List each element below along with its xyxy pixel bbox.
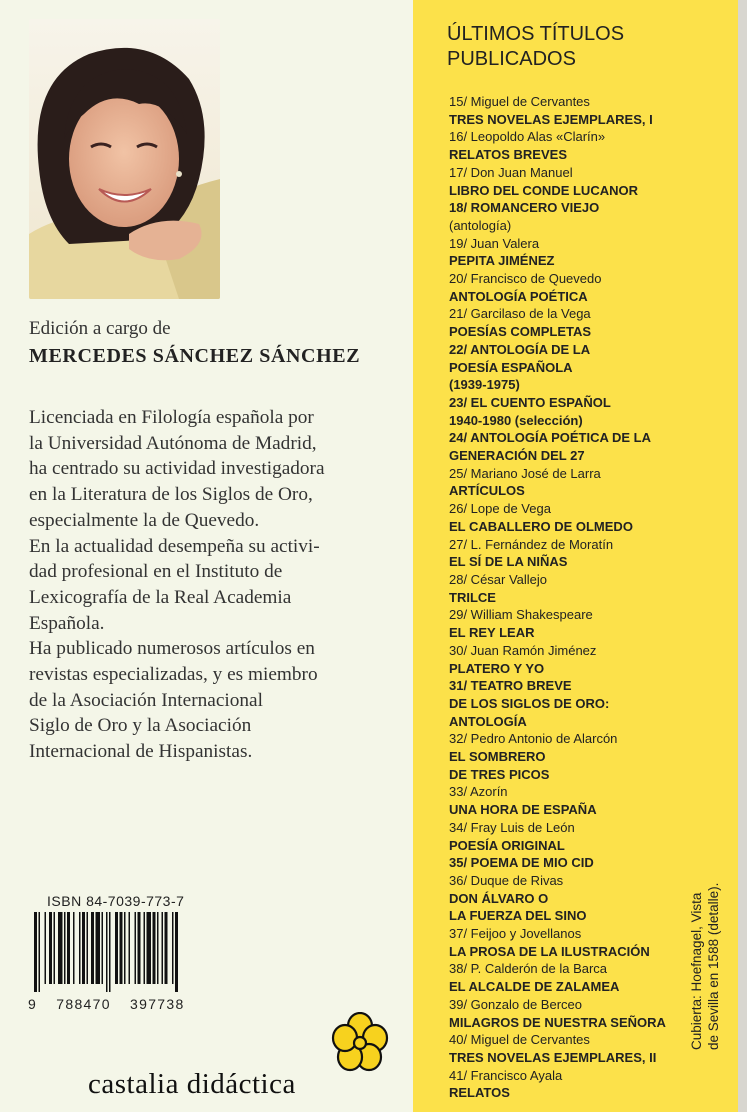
list-heading	[447, 22, 624, 72]
title-list-row: TRILCE	[449, 589, 496, 605]
cover-credit	[688, 850, 722, 1050]
title-list-row: 35/ POEMA DE MIO CID	[449, 855, 594, 871]
bio-line: Lexicografía de la Real Academia	[29, 586, 292, 608]
bio-line: de la Asociación Internacional	[29, 689, 263, 711]
title-list-row: MILAGROS DE NUESTRA SEÑORA	[449, 1014, 666, 1030]
barcode-bar	[106, 912, 108, 992]
title-list-row: 30/ Juan Ramón Jiménez	[449, 642, 597, 658]
title-list-row: PEPITA JIMÉNEZ	[449, 253, 555, 269]
bio-line: Internacional de Hispanistas.	[29, 741, 253, 763]
portrait-image	[29, 19, 220, 299]
list-heading-line2: PUBLICADOS	[447, 48, 576, 70]
editor-photo	[29, 19, 220, 299]
bio-line: En la actualidad desempeña su activi-	[29, 535, 320, 557]
title-list-row: 1940-1980 (selección)	[449, 412, 583, 428]
title-list-row: 22/ ANTOLOGÍA DE LA	[449, 341, 591, 357]
bio-line: ha centrado su actividad investigadora	[29, 458, 325, 480]
title-list-row: (1939-1975)	[449, 377, 520, 393]
list-heading-line1: ÚLTIMOS TÍTULOS	[447, 23, 625, 45]
title-list-row: 21/ Garcilaso de la Vega	[449, 306, 591, 322]
ean-first-digit: 9	[28, 996, 38, 1012]
title-list-row: 25/ Mariano José de Larra	[449, 465, 601, 481]
ean-left-group: 788470	[56, 996, 111, 1012]
title-list-row: 31/ TEATRO BREVE	[449, 678, 572, 694]
title-list-row: 24/ ANTOLOGÍA POÉTICA DE LA	[449, 430, 652, 446]
bio-line: dad profesional en el Instituto de	[29, 561, 283, 583]
barcode-bar	[138, 912, 141, 984]
barcode-bar	[157, 912, 159, 984]
title-list-row: 28/ César Vallejo	[449, 571, 548, 587]
barcode-bar	[64, 912, 66, 984]
barcode-bar	[58, 912, 63, 984]
barcode-bar	[144, 912, 146, 984]
barcode-bar	[45, 912, 47, 984]
barcode-bar	[34, 912, 37, 992]
bio-line: revistas especializadas, y es miembro	[29, 664, 318, 686]
title-list-row: POESÍA ORIGINAL	[449, 837, 565, 853]
title-list-row: EL ALCALDE DE ZALAMEA	[449, 979, 620, 995]
title-list-row: POESÍA ESPAÑOLA	[449, 359, 573, 375]
title-list-row: 19/ Juan Valera	[449, 235, 540, 251]
title-list-row: EL SOMBRERO	[449, 749, 546, 765]
barcode-bar	[153, 912, 156, 984]
bio-line: especialmente la de Quevedo.	[29, 509, 260, 531]
editor-name: MERCEDES SÁNCHEZ SÁNCHEZ	[29, 345, 361, 367]
title-list-row: 26/ Lope de Vega	[449, 501, 551, 517]
barcode-bar	[49, 912, 52, 984]
title-list-row: 15/ Miguel de Cervantes	[449, 94, 590, 109]
title-list-row: RELATOS BREVES	[449, 147, 567, 163]
barcode-bar	[172, 912, 174, 984]
title-list-row: 16/ Leopoldo Alas «Clarín»	[449, 129, 606, 145]
barcode-bar	[79, 912, 81, 984]
title-list-row: ANTOLOGÍA	[449, 713, 527, 729]
barcode-bar	[73, 912, 75, 984]
title-list-row: RELATOS	[449, 1085, 510, 1101]
title-list-row: 20/ Francisco de Quevedo	[449, 271, 602, 287]
title-list-row: EL REY LEAR	[449, 625, 535, 641]
editor-bio	[29, 405, 409, 765]
title-list-row: PLATERO Y YO	[449, 660, 545, 676]
title-list-row: 18/ ROMANCERO VIEJO	[449, 200, 600, 216]
title-list-row: GENERACIÓN DEL 27	[449, 448, 585, 464]
title-list-row: ARTÍCULOS	[449, 483, 525, 499]
title-list-row: 39/ Gonzalo de Berceo	[449, 996, 582, 1012]
barcode-bar	[175, 912, 178, 992]
title-list-row: UNA HORA DE ESPAÑA	[449, 802, 597, 818]
title-list-row: 29/ William Shakespeare	[449, 607, 593, 623]
bio-line: la Universidad Autónoma de Madrid,	[29, 432, 317, 454]
barcode-bar	[109, 912, 111, 992]
title-list-row: 41/ Francisco Ayala	[449, 1067, 563, 1083]
title-list-row: 36/ Duque de Rivas	[449, 872, 564, 888]
bio-line: Española.	[29, 612, 105, 634]
barcode	[28, 912, 228, 994]
title-list-row: POESÍAS COMPLETAS	[449, 324, 592, 340]
bio-line: en la Literatura de los Siglos de Oro,	[29, 484, 313, 506]
publisher-flower-logo	[330, 1012, 390, 1072]
title-list-row: DE LOS SIGLOS DE ORO:	[449, 695, 610, 711]
title-list-row: ANTOLOGÍA POÉTICA	[449, 288, 588, 304]
barcode-bar	[82, 912, 85, 984]
title-list-row: 32/ Pedro Antonio de Alarcón	[449, 731, 618, 747]
title-list-row: (antología)	[449, 217, 512, 233]
title-list-row: 17/ Don Juan Manuel	[449, 164, 573, 180]
barcode-bar	[129, 912, 131, 984]
publisher-brand: castalia didáctica	[88, 1068, 296, 1100]
title-list-row: TRES NOVELAS EJEMPLARES, II	[449, 1049, 657, 1065]
barcode-bar	[87, 912, 89, 984]
title-list-row: 27/ L. Fernández de Moratín	[449, 536, 614, 552]
barcode-bar	[165, 912, 168, 984]
title-list-row: DE TRES PICOS	[449, 766, 550, 782]
barcode-bar	[124, 912, 126, 984]
cover-credit-line2: de Sevilla en 1588 (detalle).	[706, 882, 721, 1050]
barcode-bar	[162, 912, 164, 984]
barcode-bar	[147, 912, 152, 984]
title-list-row: LIBRO DEL CONDE LUCANOR	[449, 182, 638, 198]
title-list-row: 23/ EL CUENTO ESPAÑOL	[449, 394, 611, 410]
editor-prefix: Edición a cargo de	[29, 318, 171, 339]
barcode-bar	[115, 912, 118, 984]
barcode-bar	[96, 912, 101, 984]
barcode-bar	[102, 912, 104, 984]
titles-list	[449, 93, 666, 1102]
barcode-bar	[135, 912, 137, 984]
title-list-row: 40/ Miguel de Cervantes	[449, 1032, 590, 1048]
page-edge	[738, 0, 747, 1112]
title-list-row: 37/ Feijoo y Jovellanos	[449, 926, 582, 942]
isbn-number: ISBN 84-7039-773-7	[47, 893, 185, 909]
title-list-row: 33/ Azorín	[449, 784, 508, 800]
title-list-row: EL SÍ DE LA NIÑAS	[449, 554, 568, 570]
barcode-bar	[54, 912, 56, 984]
title-list-row: EL CABALLERO DE OLMEDO	[449, 518, 633, 534]
title-list-row: TRES NOVELAS EJEMPLARES, I	[449, 111, 653, 127]
barcode-bar	[39, 912, 41, 992]
barcode-bar	[91, 912, 94, 984]
title-list-row: DON ÁLVARO O	[449, 890, 549, 906]
bio-line: Siglo de Oro y la Asociación	[29, 715, 252, 737]
ean-right-group: 397738	[130, 996, 185, 1012]
barcode-bar	[67, 912, 70, 984]
bio-line: Licenciada en Filología española por	[29, 407, 314, 428]
ean-digits	[28, 996, 185, 1012]
title-list-row: 38/ P. Calderón de la Barca	[449, 961, 608, 977]
title-list-row: 34/ Fray Luis de León	[449, 819, 575, 835]
title-list-row: LA FUERZA DEL SINO	[449, 908, 587, 924]
title-list-row: LA PROSA DE LA ILUSTRACIÓN	[449, 943, 650, 959]
bio-line: Ha publicado numerosos artículos en	[29, 638, 315, 660]
cover-credit-line1: Cubierta: Hoefnagel, Vista	[689, 892, 704, 1050]
barcode-bar	[120, 912, 123, 984]
